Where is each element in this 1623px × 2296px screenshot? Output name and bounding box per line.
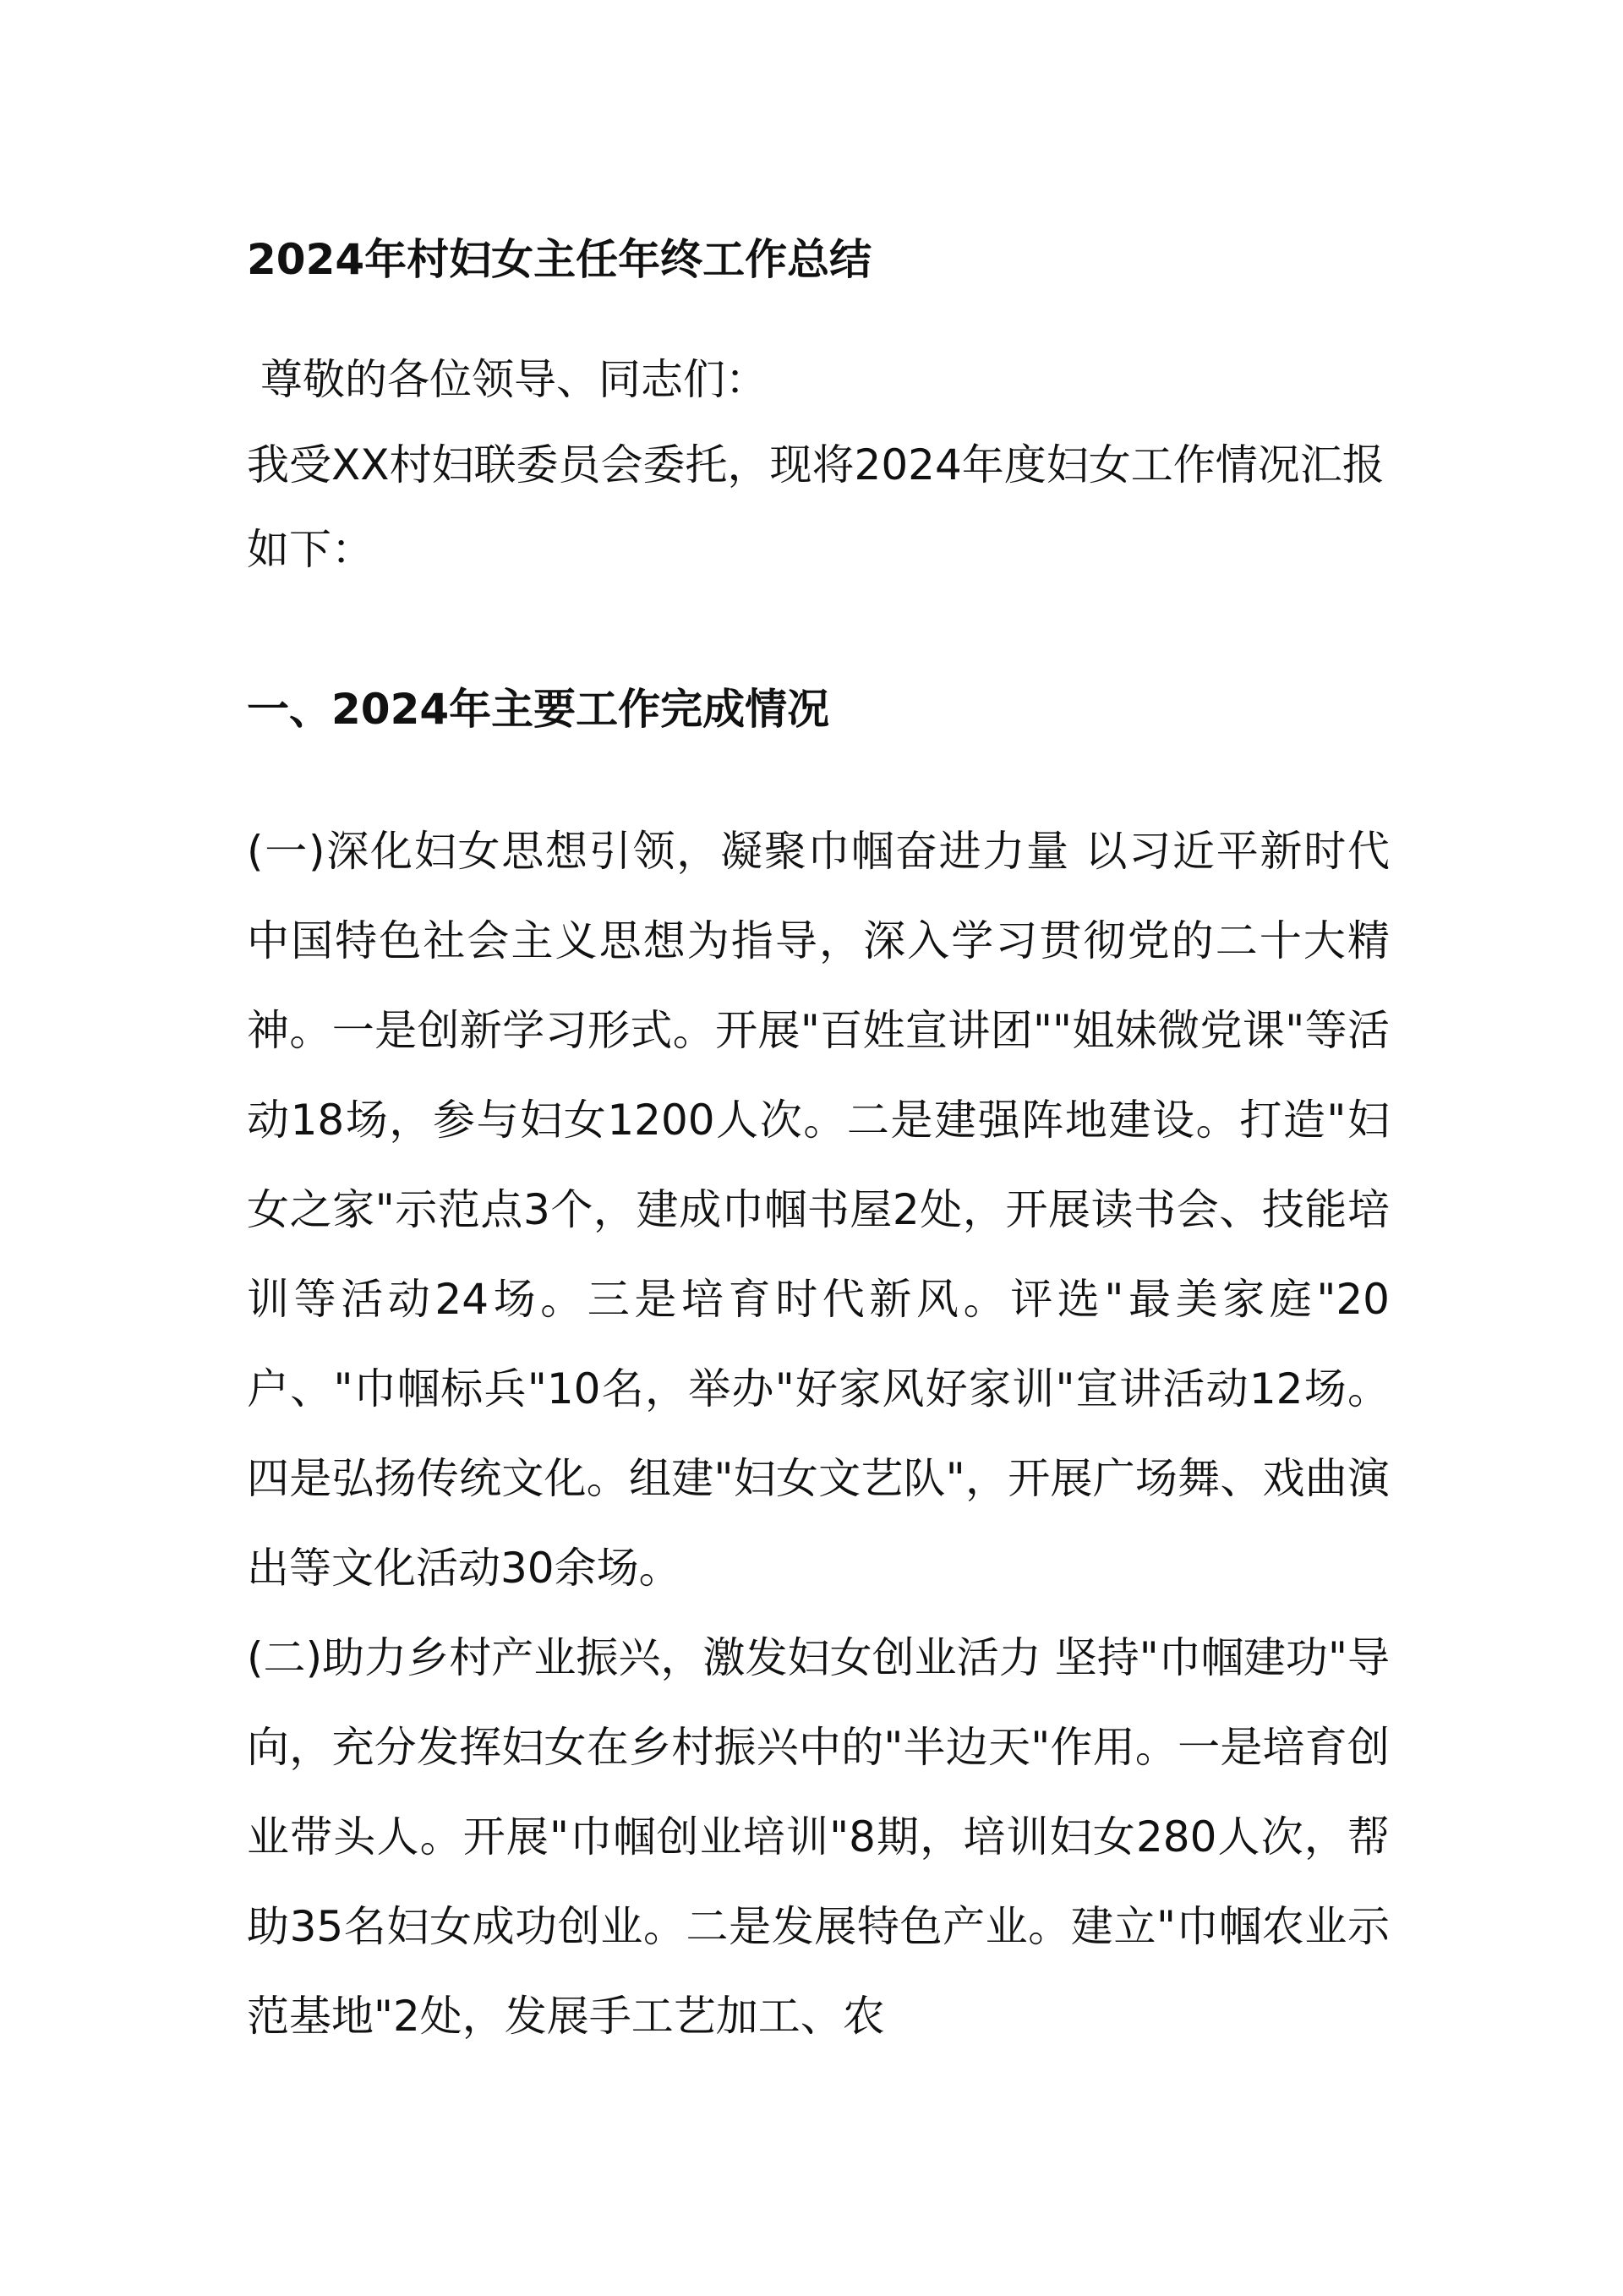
document-body	[247, 230, 1390, 2061]
intro-paragraph: 我受XX村妇联委员会委托，现将2024年度妇女工作情况汇报如下：	[247, 440, 1385, 574]
section-heading: 一、2024年主要工作完成情况	[247, 685, 830, 734]
document-title: 2024年村妇女主任年终工作总结	[247, 235, 872, 284]
paragraph-rural-industry: (二)助力乡村产业振兴，激发妇女创业活力 坚持"巾帼建功"导向，充分发挥妇女在乡村振兴中的"半边天"作用。一是培育创业带头人。开展"巾帼创业培训"8期，培训妇女280人次，帮助35名妇女成功创业。二是发展特色产业。建立"巾帼农业示范基地"2处，发展手工艺加工、农	[247, 1633, 1390, 2041]
greeting-line: 尊敬的各位领导、同志们：	[260, 355, 768, 404]
paragraph-ideological-guidance: (一)深化妇女思想引领，凝聚巾帼奋进力量 以习近平新时代中国特色社会主义思想为指导，深入学习贯彻党的二十大精神。一是创新学习形式。开展"百姓宣讲团""姐妹微党课"等活动18场，参与妇女1200人次。二是建强阵地建设。打造"妇女之家"示范点3个，建成巾帼书屋2处，开展读书会、技能培训等活动24场。三是培育时代新风。评选"最美家庭"20户、"巾帼标兵"10名，举办"好家风好家训"宣讲活动12场。四是弘扬传统文化。组建"妇女文艺队"，开展广场舞、戏曲演出等文化活动30余场。	[247, 827, 1390, 1593]
